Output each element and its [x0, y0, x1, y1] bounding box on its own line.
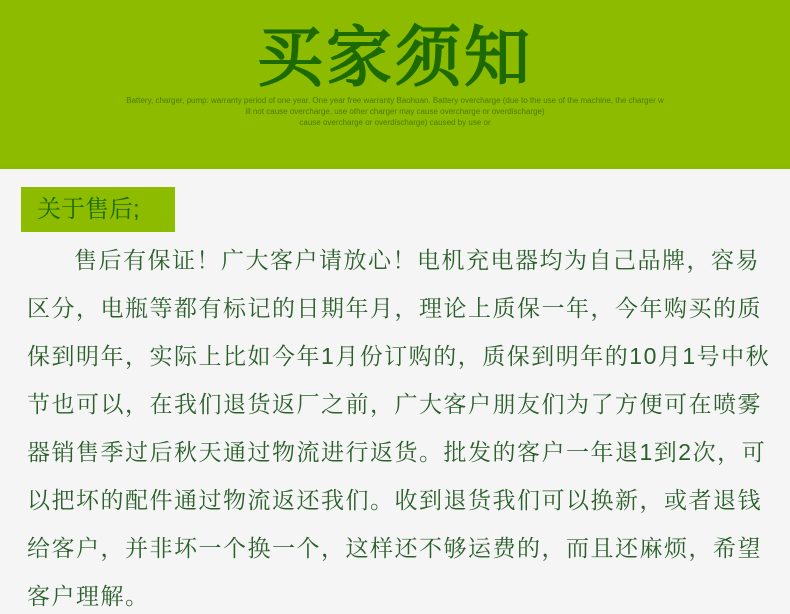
banner-title: 买家须知 — [257, 20, 533, 94]
section-label-after-sales: 关于售后; — [21, 187, 175, 232]
paragraph-line: 售后有保证！广大客户请放心！电机充电器均为自己品牌，容易 — [74, 247, 760, 273]
banner-subtext-line: ill not cause overcharge, use other charger may cause overcharge or overdischarge) — [245, 107, 545, 116]
paragraph-line: 保到明年，实际上比如今年1月份订购的，质保到明年的10月1号中秋 — [27, 343, 771, 369]
after-sales-section — [0, 169, 790, 614]
paragraph-line: 客户理解。 — [27, 583, 150, 609]
banner-subtext — [0, 95, 790, 128]
after-sales-paragraph — [27, 236, 771, 614]
paragraph-line: 节也可以，在我们退货返厂之前，广大客户朋友们为了方便可在喷雾 — [27, 391, 762, 417]
paragraph-line: 给客户，并非坏一个换一个，这样还不够运费的，而且还麻烦，希望 — [27, 535, 762, 561]
banner-subtext-line: Battery, charger, pump: warranty period of one year. One year free warranty Baohuan. Battery overcharge (due to the use of the machine, the charger w — [126, 96, 664, 105]
paragraph-line: 区分，电瓶等都有标记的日期年月，理论上质保一年，今年购买的质 — [27, 295, 762, 321]
paragraph-line: 以把坏的配件通过物流返还我们。收到退货我们可以换新，或者退钱 — [27, 487, 762, 513]
banner-subtext-line: cause overcharge or overdischarge) caused by use or — [299, 118, 491, 127]
paragraph-line: 器销售季过后秋天通过物流进行返货。批发的客户一年退1到2次，可 — [27, 439, 767, 465]
notice-banner — [0, 0, 790, 169]
